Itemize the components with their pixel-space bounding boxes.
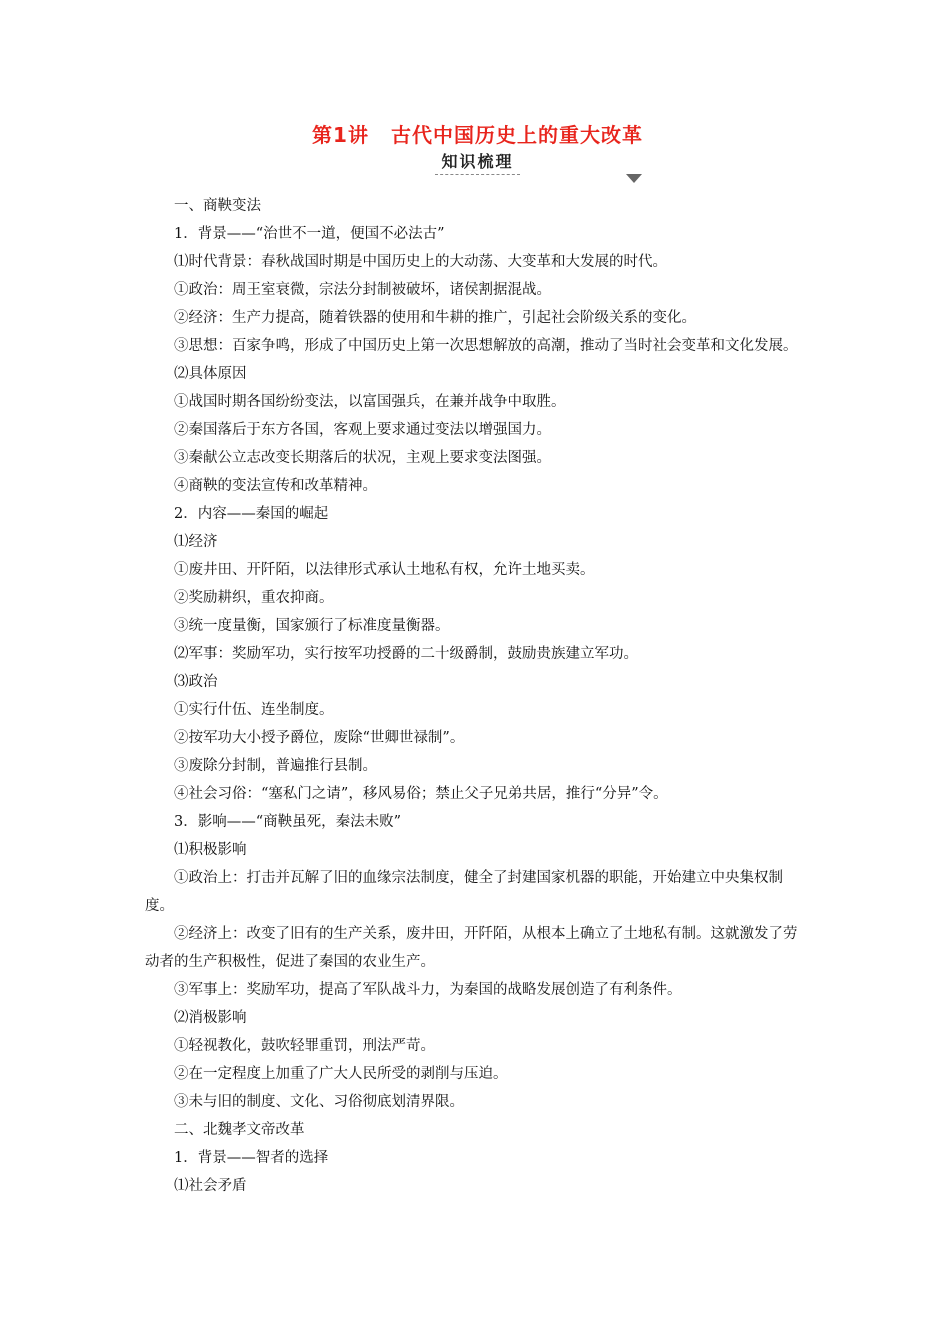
lesson-title: 古代中国历史上的重大改革	[390, 123, 643, 147]
paragraph: ⑶政治	[174, 674, 218, 690]
paragraph: ③军事上：奖励军功，提高了军队战斗力，为秦国的战略发展创造了有利条件。	[174, 982, 682, 998]
paragraph: ⑵消极影响	[174, 1010, 247, 1026]
paragraph: 一、商鞅变法	[174, 198, 261, 214]
paragraph: ③秦献公立志改变长期落后的状况，主观上要求变法图强。	[174, 450, 551, 466]
paragraph: ①实行什伍、连坐制度。	[174, 702, 334, 718]
triangle-down-icon	[626, 174, 642, 184]
document-body	[145, 192, 810, 1200]
paragraph: ①废井田、开阡陌，以法律形式承认土地私有权，允许土地买卖。	[174, 562, 595, 578]
section-banner-label: 知识梳理	[435, 152, 519, 175]
paragraph: 1．背景——智者的选择	[174, 1150, 329, 1166]
paragraph: ⑴经济	[174, 534, 218, 550]
paragraph: ③统一度量衡，国家颁行了标准度量衡器。	[174, 618, 450, 634]
paragraph: ①轻视教化，鼓吹轻罪重罚，刑法严苛。	[174, 1038, 435, 1054]
paragraph: ⑴积极影响	[174, 842, 247, 858]
paragraph: ③废除分封制，普遍推行县制。	[174, 758, 377, 774]
paragraph: ②奖励耕织，重农抑商。	[174, 590, 334, 606]
paragraph: ⑵军事：奖励军功，实行按军功授爵的二十级爵制，鼓励贵族建立军功。	[174, 646, 638, 662]
section-banner	[145, 152, 810, 186]
paragraph: ②秦国落后于东方各国，客观上要求通过变法以增强国力。	[174, 422, 551, 438]
paragraph: ⑴时代背景：春秋战国时期是中国历史上的大动荡、大变革和大发展的时代。	[174, 254, 667, 270]
paragraph: 2．内容——秦国的崛起	[174, 506, 329, 522]
paragraph: ②在一定程度上加重了广大人民所受的剥削与压迫。	[174, 1066, 508, 1082]
paragraph: ②按军功大小授予爵位，废除“世卿世禄制”。	[174, 730, 465, 746]
lesson-number: 第1讲	[312, 123, 369, 147]
paragraph: ①政治：周王室衰微，宗法分封制被破坏，诸侯割据混战。	[174, 282, 551, 298]
document-page	[145, 118, 810, 1200]
paragraph: 3．影响——“商鞅虽死，秦法未败”	[174, 814, 402, 830]
paragraph: ③思想：百家争鸣，形成了中国历史上第一次思想解放的高潮，推动了当时社会变革和文化发展。	[174, 338, 798, 354]
paragraph: ①战国时期各国纷纷变法，以富国强兵，在兼并战争中取胜。	[174, 394, 566, 410]
paragraph: ②经济：生产力提高，随着铁器的使用和牛耕的推广，引起社会阶级关系的变化。	[174, 310, 696, 326]
page-title	[145, 118, 810, 152]
paragraph: ④社会习俗：“塞私门之请”，移风易俗；禁止父子兄弟共居，推行“分异”令。	[174, 786, 668, 802]
paragraph: ⑴社会矛盾	[174, 1178, 247, 1194]
paragraph: ⑵具体原因	[174, 366, 247, 382]
paragraph: ③未与旧的制度、文化、习俗彻底划清界限。	[174, 1094, 464, 1110]
paragraph: 二、北魏孝文帝改革	[174, 1122, 305, 1138]
paragraph: 1．背景——“治世不一道，便国不必法古”	[174, 226, 445, 242]
paragraph: ②经济上：改变了旧有的生产关系，废井田，开阡陌，从根本上确立了土地私有制。这就激发了劳动者的生产积极性，促进了秦国的农业生产。	[145, 926, 798, 970]
paragraph: ④商鞅的变法宣传和改革精神。	[174, 478, 377, 494]
paragraph: ①政治上：打击并瓦解了旧的血缘宗法制度，健全了封建国家机器的职能，开始建立中央集权制度。	[145, 870, 783, 914]
